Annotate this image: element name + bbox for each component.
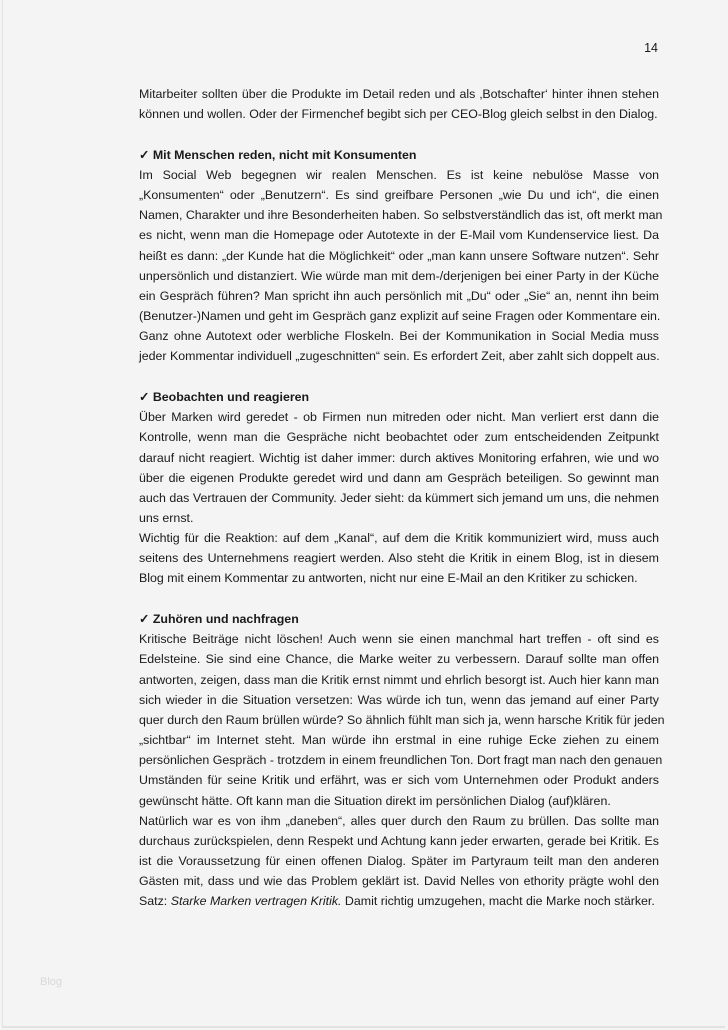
quote-italic: Starke Marken vertragen Kritik.: [170, 894, 342, 909]
paragraph-line: Blog mit einem Kommentar zu antworten, nicht nur eine E-Mail an den Kritiker zu schicken.: [139, 571, 638, 586]
paragraph-line: auch das Vertrauen der Community. Jeder sieht: da kümmert sich jemand um uns, die nehmen: [139, 490, 659, 505]
paragraph-line: unpersönlich und distanziert. Wie würde man mit dem-/derjenigen bei einer Party in der Küche: [139, 268, 659, 283]
paragraph-line: Natürlich war es von ihm „daneben“, alles quer durch den Raum zu brüllen. Das sollte man: [139, 813, 659, 828]
paragraph-line: [139, 891, 659, 911]
paragraph-line: ist die Voraussetzung für einen offenen Dialog. Später im Partyraum teilt man den anderen: [139, 853, 659, 868]
section-heading: ✓ Mit Menschen reden, nicht mit Konsumenten: [139, 147, 417, 162]
page-number: 14: [644, 41, 658, 55]
paragraph-line: heißt es dann: „der Kunde hat die Möglichkeit“ oder „man kann unsere Software nutzen“. Sehr: [139, 248, 659, 263]
paragraph-line: „sichtbar“ im Internet steht. Man würde ihn erstmal in eine ruhige Ecke ziehen zu einem: [139, 733, 659, 748]
paragraph-line: Im Social Web begegnen wir realen Menschen. Es ist keine nebulöse Masse von: [139, 167, 659, 182]
intro-paragraph: [139, 84, 659, 124]
paragraph-line: Kritische Beiträge nicht löschen! Auch wenn sie einen manchmal hart treffen - oft sind es: [139, 632, 659, 647]
paragraph: [139, 528, 659, 588]
paragraph-line: quer durch den Raum brüllen würde? So ähnlich fühlt man sich ja, wenn harsche Kritik für jeden: [139, 712, 665, 727]
paragraph-line: durchaus zurückspielen, denn Respekt und Achtung kann jeder erwarten, gerade bei Kritik. Es: [139, 833, 659, 848]
paragraph-line: über die eigenen Produkte geredet wird und dann am Gespräch beteiligen. So gewinnt man: [139, 470, 659, 485]
footer-watermark: Blog: [40, 976, 63, 988]
paragraph: [139, 629, 665, 810]
paragraph-line: Namen, Charakter und ihre Besonderheiten haben. So selbstverständlich das ist, oft merkt man: [139, 208, 663, 223]
paragraph: [139, 165, 663, 367]
paragraph-line: darauf nicht reagiert. Wichtig ist daher immer: durch aktives Monitoring erfahren, wie und wo: [139, 450, 659, 465]
section-heading: ✓ Zuhören und nachfragen: [139, 612, 299, 627]
paragraph-line: können und wollen. Oder der Firmenchef begibt sich per CEO-Blog gleich selbst in den Dialog.: [139, 107, 658, 122]
paragraph-line: Gästen mit, dass und wie das Problem geklärt ist. David Nelles von ethority prägte wohl den: [139, 874, 659, 889]
paragraph: [139, 407, 659, 528]
paragraph-line: „Konsumenten“ oder „Benutzern“. Es sind greifbare Personen „wie Du und ich“, die einen: [139, 188, 659, 203]
paragraph-line: Kontrolle, wenn man die Gespräche nicht beobachtet oder zum entscheidenden Zeitpunkt: [139, 430, 659, 445]
paragraph-line: Ganz ohne Autotext oder werbliche Floskeln. Bei der Kommunikation in Social Media muss: [139, 329, 659, 344]
paragraph-line: (Benutzer-)Namen und geht im Gespräch ganz explizit auf seine Fragen oder Kommentare ein.: [139, 309, 661, 324]
paragraph-line: ein Gespräch führen? Man spricht ihn auch persönlich mit „Du“ oder „Sie“ an, nennt ihn beim: [139, 288, 659, 303]
paragraph: [139, 811, 659, 892]
paragraph-line: antworten, zeigen, dass man die Kritik ernst nimmt und ehrlich besorgt ist. Auch hier kann man: [139, 672, 659, 687]
paragraph-line: Mitarbeiter sollten über die Produkte im Detail reden und als ‚Botschafter‘ hinter ihnen stehen: [139, 87, 659, 101]
paragraph-line: es nicht, wenn man die Homepage oder Autotexte in der E-Mail vom Kundenservice liest. Da: [139, 228, 659, 243]
section-heading: ✓ Beobachten und reagieren: [139, 390, 310, 405]
paragraph-line: persönlichen Gespräch - trotzdem in einem freundlichen Ton. Dort fragt man nach den genauen: [139, 753, 663, 768]
paragraph-line: Edelsteine. Sie sind eine Chance, die Marke weiter zu verbessern. Darauf sollte man offen: [139, 652, 659, 667]
text: Damit richtig umzugehen, macht die Marke noch stärker.: [341, 894, 655, 909]
paragraph-line: jeder Kommentar individuell „zugeschnitten“ sein. Es erfordert Zeit, aber zahlt sich doppelt aus.: [139, 349, 660, 364]
paragraph-line: Wichtig für die Reaktion: auf dem „Kanal“, auf dem die Kritik kommuniziert wird, muss auch: [139, 531, 659, 546]
paragraph-line: sich wieder in die Situation versetzen: Was würde ich tun, wenn das jemand auf einer Party: [139, 692, 659, 707]
paragraph-line: gewünscht hätte. Oft kann man die Situation direkt im persönlichen Dialog (auf)klären.: [139, 793, 611, 808]
paragraph-line: Umständen für seine Kritik und erfährt, was er sich vom Unternehmen oder Produkt anders: [139, 773, 659, 788]
paragraph-line: uns ernst.: [139, 510, 194, 525]
document-body: [139, 84, 665, 911]
paragraph-line: Über Marken wird geredet - ob Firmen nun mitreden oder nicht. Man verliert erst dann die: [139, 410, 659, 425]
paragraph-line: seitens des Unternehmens reagiert werden. Also steht die Kritik in einem Blog, ist in diesem: [139, 551, 659, 566]
text: Satz:: [139, 894, 171, 909]
